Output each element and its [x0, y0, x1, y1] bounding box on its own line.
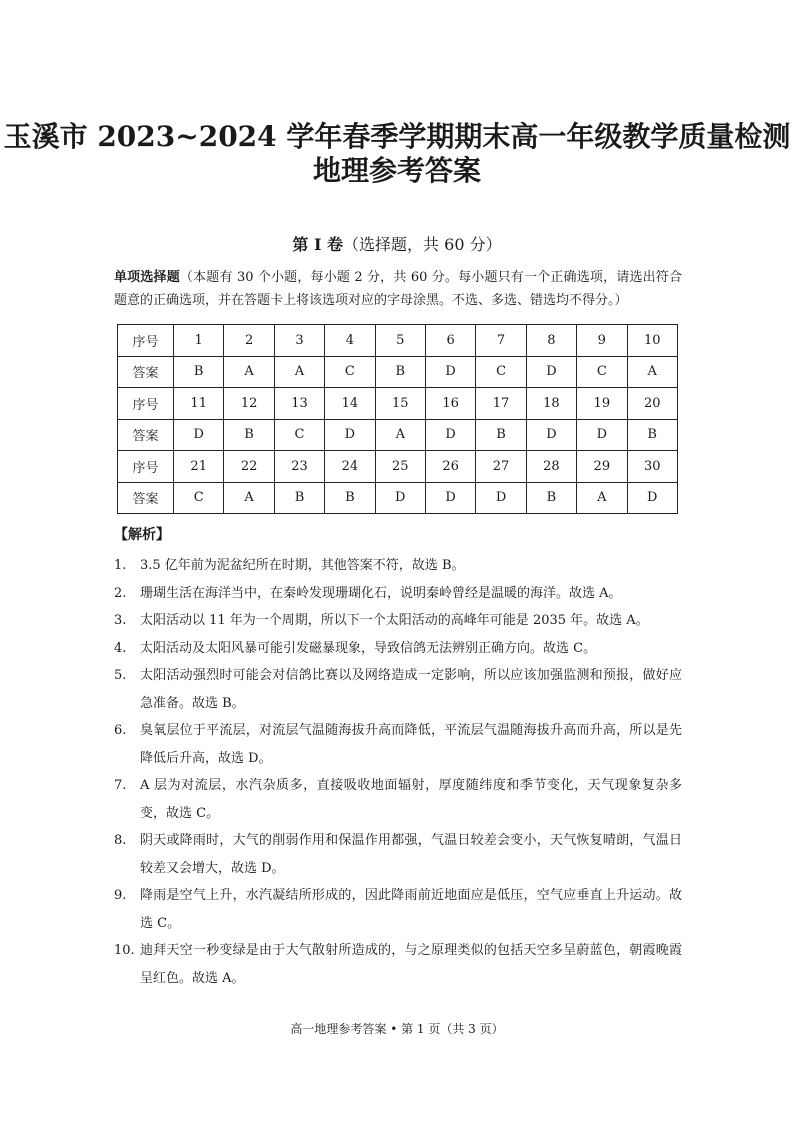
table-cell: 10	[627, 325, 677, 357]
table-cell: D	[174, 419, 224, 451]
item-text: 太阳活动及太阳风暴可能引发磁暴现象，导致信鸽无法辨别正确方向。故选 C。	[140, 640, 597, 656]
list-item	[114, 662, 682, 717]
table-cell: D	[325, 419, 375, 451]
item-text: 阴天或降雨时，大气的削弱作用和保温作用都强，气温日较差会变小，天气恢复晴朗，气温日较差又会增大，故选 D。	[140, 833, 682, 876]
item-text: 太阳活动强烈时可能会对信鸽比赛以及网络造成一定影响，所以应该加强监测和预报，做好应急准备。故选 B。	[140, 668, 682, 711]
table-cell: 12	[224, 388, 274, 420]
list-item	[114, 635, 682, 663]
item-text: 臭氧层位于平流层，对流层气温随海拔升高而降低，平流层气温随海拔升高而升高，所以是先降低后升高，故选 D。	[140, 723, 682, 766]
table-cell: 30	[627, 451, 677, 483]
item-number: 6.	[114, 723, 127, 738]
document-title: 玉溪市 2023~2024 学年春季学期期末高一年级教学质量检测	[3, 120, 791, 153]
table-cell: B	[375, 356, 425, 388]
table-cell: 1	[174, 325, 224, 357]
instructions-text: （本题有 30 个小题，每小题 2 分，共 60 分。每小题只有一个正确选项，请选出符合题意的正确选项，并在答题卡上将该选项对应的字母涂黑。不选、多选、错选均不得分。）	[114, 270, 682, 308]
list-item	[114, 882, 682, 937]
table-cell: D	[526, 356, 576, 388]
list-item	[114, 937, 682, 992]
table-cell: C	[577, 356, 627, 388]
table-cell: A	[224, 482, 274, 514]
table-cell: A	[375, 419, 425, 451]
table-cell: D	[425, 356, 475, 388]
table-cell: 8	[526, 325, 576, 357]
section-heading	[0, 234, 794, 256]
table-row	[118, 356, 678, 388]
item-number: 9.	[114, 888, 127, 903]
table-row-header: 序号	[118, 325, 174, 357]
table-cell: 20	[627, 388, 677, 420]
table-cell: 23	[274, 451, 324, 483]
table-cell: 15	[375, 388, 425, 420]
list-item	[114, 552, 682, 580]
item-number: 5.	[114, 668, 127, 683]
table-cell: 24	[325, 451, 375, 483]
instructions	[114, 266, 682, 312]
table-cell: C	[476, 356, 526, 388]
item-number: 3.	[114, 613, 127, 628]
document-subtitle: 地理参考答案	[312, 154, 481, 187]
table-cell: 9	[577, 325, 627, 357]
table-cell: 21	[174, 451, 224, 483]
item-number: 10.	[114, 943, 135, 958]
item-text: 太阳活动以 11 年为一个周期，所以下一个太阳活动的高峰年可能是 2035 年。故选 A。	[140, 613, 649, 628]
table-row-header: 答案	[118, 356, 174, 388]
page-footer: 高一地理参考答案 • 第 1 页（共 3 页）	[290, 1022, 504, 1036]
item-text: A 层为对流层，水汽杂质多，直接吸收地面辐射，厚度随纬度和季节变化，天气现象复杂多变，故选 C。	[140, 778, 682, 821]
item-number: 2.	[114, 585, 127, 601]
table-cell: C	[274, 419, 324, 451]
table-cell: B	[476, 419, 526, 451]
table-cell: B	[224, 419, 274, 451]
answer-table	[117, 324, 678, 514]
analysis-list	[114, 552, 682, 992]
item-number: 1.	[114, 558, 127, 573]
table-row	[118, 325, 678, 357]
list-item	[114, 772, 682, 827]
table-row	[118, 482, 678, 514]
section-heading-bold: 第 I 卷	[292, 235, 344, 254]
table-cell: C	[174, 482, 224, 514]
table-cell: A	[577, 482, 627, 514]
table-cell: D	[526, 419, 576, 451]
table-row-header: 答案	[118, 482, 174, 514]
table-cell: B	[526, 482, 576, 514]
table-cell: 26	[425, 451, 475, 483]
table-cell: 4	[325, 325, 375, 357]
item-text: 迪拜天空一秒变绿是由于大气散射所造成的，与之原理类似的包括天空多呈蔚蓝色，朝霞晚霞呈红色。故选 A。	[140, 943, 682, 986]
item-number: 7.	[114, 778, 127, 793]
table-cell: 6	[425, 325, 475, 357]
table-cell: B	[274, 482, 324, 514]
table-cell: D	[425, 482, 475, 514]
analysis-heading: 【解析】	[114, 527, 170, 543]
table-cell: D	[577, 419, 627, 451]
table-cell: B	[174, 356, 224, 388]
table-cell: 25	[375, 451, 425, 483]
table-row-header: 答案	[118, 419, 174, 451]
table-cell: 16	[425, 388, 475, 420]
item-text: 珊瑚生活在海洋当中，在秦岭发现珊瑚化石，说明秦岭曾经是温暖的海洋。故选 A。	[140, 585, 622, 601]
table-cell: A	[224, 356, 274, 388]
table-cell: 18	[526, 388, 576, 420]
table-cell: A	[627, 356, 677, 388]
table-cell: A	[274, 356, 324, 388]
table-cell: 19	[577, 388, 627, 420]
table-cell: B	[627, 419, 677, 451]
table-cell: B	[325, 482, 375, 514]
table-cell: D	[425, 419, 475, 451]
table-row	[118, 419, 678, 451]
list-item	[114, 580, 682, 608]
table-cell: 7	[476, 325, 526, 357]
table-cell: 5	[375, 325, 425, 357]
table-cell: 11	[174, 388, 224, 420]
table-cell: 22	[224, 451, 274, 483]
item-text: 3.5 亿年前为泥盆纪所在时期，其他答案不符，故选 B。	[140, 558, 465, 573]
list-item	[114, 717, 682, 772]
item-number: 4.	[114, 640, 127, 656]
table-cell: D	[375, 482, 425, 514]
table-row	[118, 388, 678, 420]
list-item	[114, 827, 682, 882]
table-cell: D	[476, 482, 526, 514]
item-number: 8.	[114, 833, 127, 848]
item-text: 降雨是空气上升，水汽凝结所形成的，因此降雨前近地面应是低压，空气应垂直上升运动。故选 C。	[140, 888, 682, 931]
table-row-header: 序号	[118, 451, 174, 483]
table-row	[118, 451, 678, 483]
table-cell: 2	[224, 325, 274, 357]
table-cell: 13	[274, 388, 324, 420]
table-cell: D	[627, 482, 677, 514]
table-cell: 28	[526, 451, 576, 483]
table-cell: 27	[476, 451, 526, 483]
table-cell: C	[325, 356, 375, 388]
table-row-header: 序号	[118, 388, 174, 420]
table-cell: 14	[325, 388, 375, 420]
table-cell: 17	[476, 388, 526, 420]
instructions-label: 单项选择题	[114, 270, 180, 285]
section-heading-rest: （选择题，共 60 分）	[343, 235, 502, 254]
list-item	[114, 607, 682, 635]
table-cell: 3	[274, 325, 324, 357]
table-cell: 29	[577, 451, 627, 483]
